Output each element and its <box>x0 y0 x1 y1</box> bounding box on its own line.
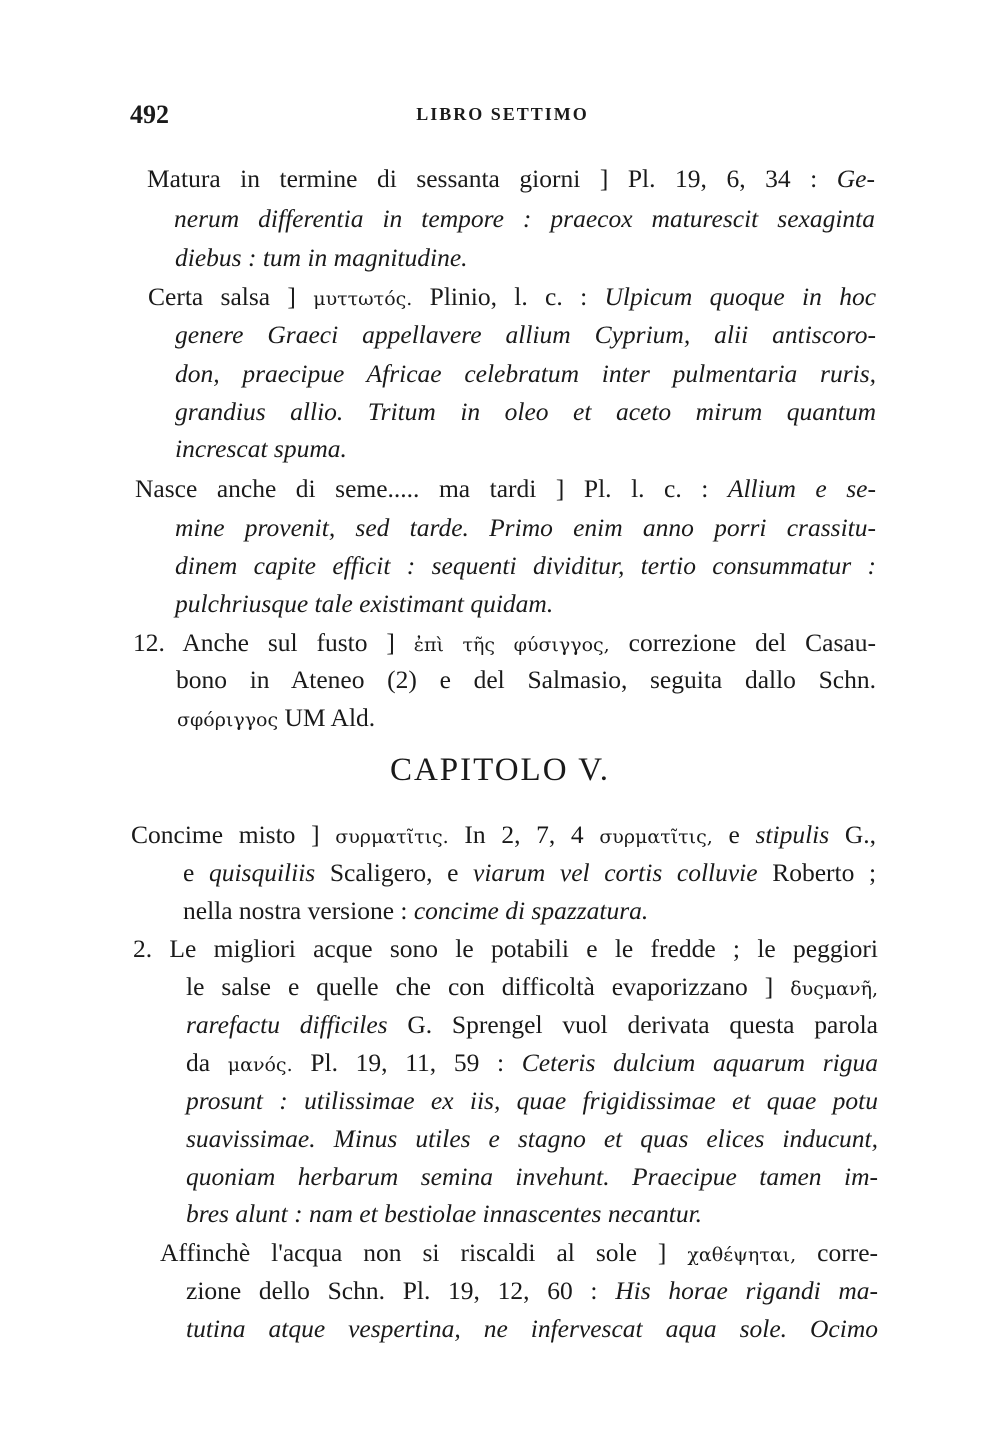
text-line: zione dello Schn. Pl. 19, 12, 60 : His horae rigandi ma- <box>186 1276 879 1305</box>
chapter-heading: CAPITOLO V. <box>389 752 611 788</box>
text-line: tutina atque vespertina, ne infervescat aqua sole. Ocimo <box>186 1314 878 1343</box>
text-line: genere Graeci appellavere allium Cyprium, alii antiscoro- <box>175 320 876 349</box>
text-line: bres alunt : nam et bestiolae innascentes necantur. <box>186 1199 703 1228</box>
text-line: increscat spuma. <box>175 434 347 463</box>
text-line: nerum differentia in tempore : praecox maturescit sexaginta <box>174 204 875 233</box>
text-line: prosunt : utilissimae ex iis, quae frigidissimae et quae potu <box>186 1086 878 1115</box>
page-number: 492 <box>130 100 169 129</box>
text-line: le salse e quelle che con difficoltà evaporizzano ] δυςμανῆ, <box>186 972 878 1001</box>
text-line: 12. Anche sul fusto ] ἐπὶ τῆς φύσιγγος, correzione del Casau- <box>133 628 876 657</box>
text-line: Certa salsa ] μυττωτός. Plinio, l. c. : Ulpicum quoque in hoc <box>148 282 877 311</box>
text-line: rarefactu difficiles G. Sprengel vuol derivata questa parola <box>186 1010 878 1039</box>
text-line: pulchriusque tale existimant quidam. <box>175 589 554 618</box>
text-line: bono in Ateneo (2) e del Salmasio, seguita dallo Schn. <box>176 665 876 694</box>
text-line: don, praecipue Africae celebratum inter pulmentaria ruris, <box>175 359 876 388</box>
text-line: Matura in termine di sessanta giorni ] Pl. 19, 6, 34 : Ge- <box>147 164 875 193</box>
text-line: suavissimae. Minus utiles e stagno et quas elices inducunt, <box>186 1124 878 1153</box>
text-line: σφόριγγος UM Ald. <box>177 703 376 732</box>
text-line: Nasce anche di seme..... ma tardi ] Pl. l. c. : Allium e se- <box>135 474 876 503</box>
text-line: 2. Le migliori acque sono le potabili e le fredde ; le peggiori <box>133 934 878 963</box>
running-title: LIBRO SETTIMO <box>416 104 589 124</box>
text-line: grandius allio. Tritum in oleo et aceto mirum quantum <box>175 397 876 426</box>
text-line: e quisquiliis Scaligero, e viarum vel cortis colluvie Roberto ; <box>183 858 877 887</box>
text-line: nella nostra versione : concime di spazzatura. <box>183 896 649 925</box>
text-line: dinem capite efficit : sequenti dividitur, tertio consummatur : <box>175 551 876 580</box>
text-line: diebus : tum in magnitudine. <box>175 243 468 272</box>
text-line: Affinchè l'acqua non si riscaldi al sole ] χαθέψηται, corre- <box>160 1238 879 1267</box>
text-line: Concime misto ] συρματῖτις. In 2, 7, 4 συρματῖτις, e stipulis G., <box>131 820 877 849</box>
text-line: da μανός. Pl. 19, 11, 59 : Ceteris dulcium aquarum rigua <box>186 1048 879 1077</box>
page-header <box>130 100 875 132</box>
text-line: mine provenit, sed tarde. Primo enim anno porri crassitu- <box>175 513 876 542</box>
text-line: quoniam herbarum semina invehunt. Praecipue tamen im- <box>186 1162 878 1191</box>
